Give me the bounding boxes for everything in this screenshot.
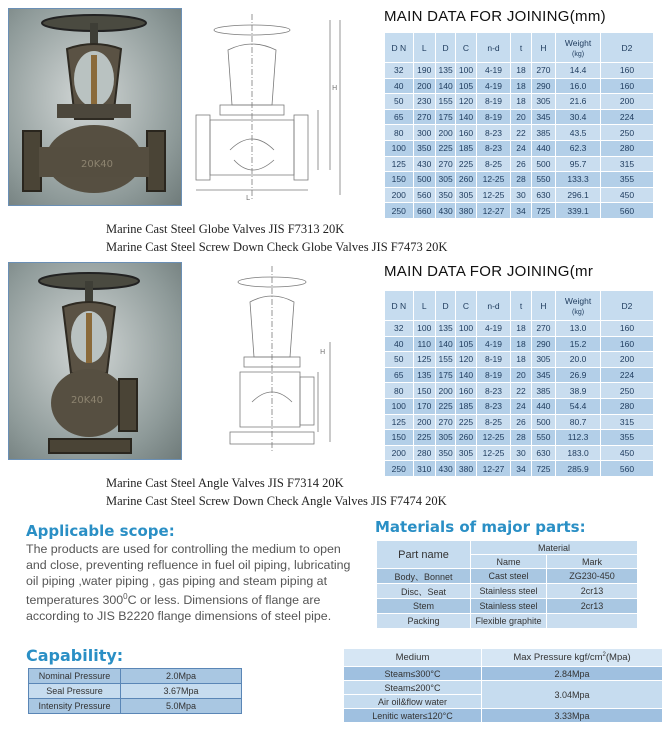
table-cell: 300 [413,125,435,141]
medium-cell: Steam≤200°C [344,681,482,695]
table-cell: 350 [413,140,435,156]
table-cell: 18 [511,336,531,352]
table-cell: 110 [413,336,435,352]
table-cell: 500 [531,156,555,172]
table-cell: 50 [385,352,414,368]
col-d: D [435,291,455,321]
table-cell: 270 [435,156,455,172]
materials-cell: Stainless steel [471,584,547,599]
materials-row [377,614,638,629]
col-d2: D2 [600,33,653,63]
table-cell: 270 [413,109,435,125]
photo-casting-mark: 20K40 [71,395,104,406]
table-cell: 150 [385,430,414,446]
table-row [385,125,654,141]
table-cell: 8-23 [476,125,511,141]
table-cell: 18 [511,63,531,79]
capability-cell: 5.0Mpa [121,699,242,714]
table-cell: 100 [456,321,476,337]
table-cell: 440 [531,398,555,414]
table-cell: 500 [531,414,555,430]
table-cell: 315 [600,414,653,430]
table-cell: 12-25 [476,445,511,461]
scope-line-5: according to JIS B2220 flange dimensions of steel pipe. [26,609,332,624]
table-cell: 200 [385,187,414,203]
table-cell: 12-25 [476,187,511,203]
table-cell: 18 [511,78,531,94]
table-cell: 225 [435,140,455,156]
col-nd: n-d [476,33,511,63]
table-row [385,109,654,125]
table-row [385,414,654,430]
materials-cell: ZG230-450 [547,569,638,584]
capability-cell: Nominal Pressure [29,669,121,684]
table-cell: 26 [511,156,531,172]
table-cell: 380 [456,203,476,219]
pressure-cell: 3.04Mpa [482,681,663,709]
table-cell: 12-25 [476,430,511,446]
globe-valve-photo [8,8,182,206]
weight-label: Weight [564,295,592,306]
table-cell: 30 [511,187,531,203]
table-cell: 54.4 [556,398,601,414]
table-cell: 185 [456,140,476,156]
table-cell: 40 [385,78,414,94]
table-cell: 100 [413,321,435,337]
svg-text:L: L [246,194,250,202]
table-cell: 560 [600,203,653,219]
max-pressure-header: Max Pressure kgf/$cm^2(Mpa)$ [482,649,663,667]
scope-line-3: oil piping ,water piping , gas piping and steam piping at [26,573,328,588]
table-cell: 120 [456,352,476,368]
capability-heading: Capability: [26,646,124,665]
table-row [385,367,654,383]
table-cell: 190 [413,63,435,79]
angle-valve-data-table [384,290,654,477]
table-row [385,94,654,110]
table-cell: 4-19 [476,63,511,79]
table-cell: 24 [511,398,531,414]
table-cell: 135 [413,367,435,383]
table-cell: 225 [413,430,435,446]
table-cell: 20.0 [556,352,601,368]
col-c: C [456,33,476,63]
table-cell: 155 [435,94,455,110]
table-cell: 30.4 [556,109,601,125]
table-cell: 8-25 [476,156,511,172]
col-dn: D N [385,291,414,321]
table-cell: 14.4 [556,63,601,79]
table-cell: 140 [456,367,476,383]
table-cell: 160 [600,63,653,79]
globe-valve-data-table [384,32,654,219]
table-cell: 100 [385,398,414,414]
table-cell: 270 [435,414,455,430]
table-cell: 200 [600,352,653,368]
table-cell: 550 [531,430,555,446]
table-cell: 250 [600,383,653,399]
table-cell: 30 [511,445,531,461]
table-cell: 32 [385,321,414,337]
table-cell: 28 [511,172,531,188]
table-row [385,140,654,156]
table-row [385,336,654,352]
table-row [385,63,654,79]
weight-unit: (kg) [572,308,585,316]
table-cell: 8-25 [476,414,511,430]
table-cell: 12-27 [476,461,511,477]
table-cell: 305 [435,172,455,188]
table-cell: 200 [413,78,435,94]
table-cell: 280 [413,445,435,461]
col-nd: n-d [476,291,511,321]
table-cell: 62.3 [556,140,601,156]
table-cell: 296.1 [556,187,601,203]
table-cell: 125 [385,156,414,172]
globe-valve-illustration [9,9,182,206]
table-cell: 450 [600,445,653,461]
table-cell: 225 [456,156,476,172]
col-l: L [413,291,435,321]
table-cell: 183.0 [556,445,601,461]
table-cell: 4-19 [476,321,511,337]
table-cell: 8-19 [476,94,511,110]
scope-heading: Applicable scope: [26,522,175,540]
materials-table [376,540,638,629]
table-cell: 225 [435,398,455,414]
table-cell: 200 [435,383,455,399]
table-cell: 18 [511,94,531,110]
table-cell: 170 [413,398,435,414]
material-name-header: Name [471,555,547,569]
table-cell: 22 [511,125,531,141]
pressure-cell: 2.84Mpa [482,667,663,681]
table-cell: 32 [385,63,414,79]
table-cell: 440 [531,140,555,156]
globe-valve-drawing [190,10,370,210]
table-cell: 725 [531,203,555,219]
materials-cell: Disc、Seat [377,584,471,599]
table-cell: 150 [413,383,435,399]
table-cell: 135 [435,321,455,337]
table-cell: 280 [600,398,653,414]
table-cell: 18 [511,321,531,337]
col-d: D [435,33,455,63]
table-cell: 8-19 [476,109,511,125]
scope-line-4: temperatures $300^0C$ or less. Dimensions of flange are [26,592,321,608]
table-row [385,398,654,414]
table-cell: 13.0 [556,321,601,337]
table-cell: 260 [456,172,476,188]
col-c: C [456,291,476,321]
table-cell: 38.9 [556,383,601,399]
table-cell: 224 [600,367,653,383]
capability-row [29,669,242,684]
table-cell: 560 [413,187,435,203]
capability-cell: 2.0Mpa [121,669,242,684]
medium-cell: Steam≤300°C [344,667,482,681]
materials-cell: Flexible graphite [471,614,547,629]
table-cell: 725 [531,461,555,477]
table-cell: 80 [385,383,414,399]
materials-row [377,584,638,599]
table-cell: 355 [600,430,653,446]
col-weight [556,33,601,63]
table-cell: 315 [600,156,653,172]
table-cell: 135 [435,63,455,79]
table-cell: 200 [385,445,414,461]
table-cell: 260 [456,430,476,446]
col-weight [556,291,601,321]
table-row [385,187,654,203]
table-cell: 34 [511,203,531,219]
table-cell: 40 [385,336,414,352]
capability-cell: 3.67Mpa [121,684,242,699]
col-h: H [531,33,555,63]
table-row [385,430,654,446]
pressure-cell: 3.33Mpa [482,709,663,723]
capability-cell: Intensity Pressure [29,699,121,714]
table-cell: 305 [435,430,455,446]
photo-casting-mark: 20K40 [81,159,114,170]
table-cell: 140 [456,109,476,125]
capability-row [29,684,242,699]
medium-cell: Air oil&flow water [344,695,482,709]
table-cell: 430 [435,203,455,219]
table-cell: 125 [385,414,414,430]
table-cell: 15.2 [556,336,601,352]
col-t: t [511,33,531,63]
weight-unit: (kg) [572,50,585,58]
table-cell: 224 [600,109,653,125]
section1-title: MAIN DATA FOR JOINING(mm) [384,8,606,25]
materials-cell: Stem [377,599,471,614]
col-d2: D2 [600,291,653,321]
svg-text:H: H [332,84,338,92]
table-cell: 26.9 [556,367,601,383]
material-header: Material [471,541,638,555]
col-h: H [531,291,555,321]
table-cell: 345 [531,109,555,125]
materials-cell [547,614,638,629]
table-cell: 150 [385,172,414,188]
materials-heading: Materials of major parts: [375,518,586,536]
table-cell: 200 [435,125,455,141]
table-cell: 100 [385,140,414,156]
materials-row [377,569,638,584]
col-dn: D N [385,33,414,63]
table-cell: 385 [531,125,555,141]
table-cell: 160 [600,321,653,337]
angle-valve-illustration [9,263,182,460]
table-cell: 8-19 [476,352,511,368]
table-cell: 160 [456,125,476,141]
table-cell: 339.1 [556,203,601,219]
table-cell: 385 [531,383,555,399]
table-cell: 305 [456,445,476,461]
table-cell: 28 [511,430,531,446]
capability-row [29,699,242,714]
table-cell: 8-19 [476,367,511,383]
table-cell: 21.6 [556,94,601,110]
table-cell: 290 [531,78,555,94]
col-l: L [413,33,435,63]
table-cell: 230 [413,94,435,110]
table-cell: 125 [413,352,435,368]
medium-cell: Lenitic water≤120°C [344,709,482,723]
table-cell: 175 [435,109,455,125]
table-cell: 355 [600,172,653,188]
materials-cell: 2cr13 [547,584,638,599]
col-t: t [511,291,531,321]
table-cell: 630 [531,445,555,461]
materials-cell: Cast steel [471,569,547,584]
table-cell: 160 [600,336,653,352]
table-cell: 18 [511,352,531,368]
materials-cell: 2cr13 [547,599,638,614]
table-cell: 160 [600,78,653,94]
table-cell: 140 [435,78,455,94]
medium-header: Medium [344,649,482,667]
table-cell: 290 [531,336,555,352]
table-cell: 155 [435,352,455,368]
section1-caption-2: Marine Cast Steel Screw Down Check Globe Valves JIS F7473 20K [106,240,448,254]
table-cell: 175 [435,367,455,383]
table-cell: 630 [531,187,555,203]
table-cell: 250 [600,125,653,141]
table-cell: 20 [511,109,531,125]
section2-caption-1: Marine Cast Steel Angle Valves JIS F7314 20K [106,476,344,490]
table-cell: 133.3 [556,172,601,188]
table-cell: 200 [413,414,435,430]
table-cell: 80 [385,125,414,141]
table-cell: 100 [456,63,476,79]
table-cell: 65 [385,109,414,125]
weight-label: Weight [564,37,592,48]
table-cell: 285.9 [556,461,601,477]
scope-line-1: The products are used for controlling the medium to open [26,542,341,556]
table-row [385,461,654,477]
section2-title: MAIN DATA FOR JOINING(mr [384,263,594,280]
table-cell: 550 [531,172,555,188]
table-cell: 270 [531,63,555,79]
table-cell: 185 [456,398,476,414]
table-cell: 120 [456,94,476,110]
materials-cell: Body、Bonnet [377,569,471,584]
table-cell: 20 [511,367,531,383]
table-cell: 43.5 [556,125,601,141]
table-cell: 26 [511,414,531,430]
table-cell: 430 [435,461,455,477]
table-cell: 305 [531,94,555,110]
table-cell: 660 [413,203,435,219]
table-cell: 112.3 [556,430,601,446]
table-cell: 65 [385,367,414,383]
scope-line-2: and close, preventing refluence in fuel oil piping, lubricating [26,557,351,572]
table-cell: 200 [600,94,653,110]
table-cell: 305 [456,187,476,203]
table-cell: 310 [413,461,435,477]
table-cell: 450 [600,187,653,203]
table-cell: 305 [531,352,555,368]
material-mark-header: Mark [547,555,638,569]
table-cell: 345 [531,367,555,383]
angle-valve-photo [8,262,182,460]
part-name-header: Part name [377,541,471,569]
table-cell: 24 [511,140,531,156]
table-row [385,172,654,188]
table-cell: 270 [531,321,555,337]
table-cell: 380 [456,461,476,477]
pressure-table [343,648,663,723]
materials-cell: Stainless steel [471,599,547,614]
table-cell: 560 [600,461,653,477]
table-row [385,383,654,399]
table-cell: 34 [511,461,531,477]
angle-valve-drawing [200,262,380,467]
scope-text [26,542,371,625]
table-cell: 4-19 [476,336,511,352]
table-row [385,203,654,219]
section2-caption-2: Marine Cast Steel Screw Down Check Angle Valves JIS F7474 20K [106,494,447,508]
materials-cell: Packing [377,614,471,629]
table-cell: 500 [413,172,435,188]
table-cell: 140 [435,336,455,352]
table-cell: 8-23 [476,398,511,414]
table-row [385,445,654,461]
table-cell: 4-19 [476,78,511,94]
table-cell: 250 [385,203,414,219]
table-cell: 22 [511,383,531,399]
table-cell: 50 [385,94,414,110]
table-cell: 350 [435,445,455,461]
table-row [385,78,654,94]
table-cell: 350 [435,187,455,203]
svg-text:H: H [320,348,326,356]
table-row [385,156,654,172]
table-cell: 105 [456,336,476,352]
table-row [385,321,654,337]
table-row [385,352,654,368]
capability-table [28,668,242,714]
table-cell: 16.0 [556,78,601,94]
table-cell: 95.7 [556,156,601,172]
section1-caption-1: Marine Cast Steel Globe Valves JIS F7313 20K [106,222,345,236]
table-cell: 160 [456,383,476,399]
table-cell: 12-25 [476,172,511,188]
table-cell: 105 [456,78,476,94]
table-cell: 225 [456,414,476,430]
table-cell: 8-23 [476,383,511,399]
table-cell: 250 [385,461,414,477]
materials-row [377,599,638,614]
table-cell: 280 [600,140,653,156]
table-cell: 8-23 [476,140,511,156]
table-cell: 80.7 [556,414,601,430]
table-cell: 12-27 [476,203,511,219]
capability-cell: Seal Pressure [29,684,121,699]
table-cell: 430 [413,156,435,172]
